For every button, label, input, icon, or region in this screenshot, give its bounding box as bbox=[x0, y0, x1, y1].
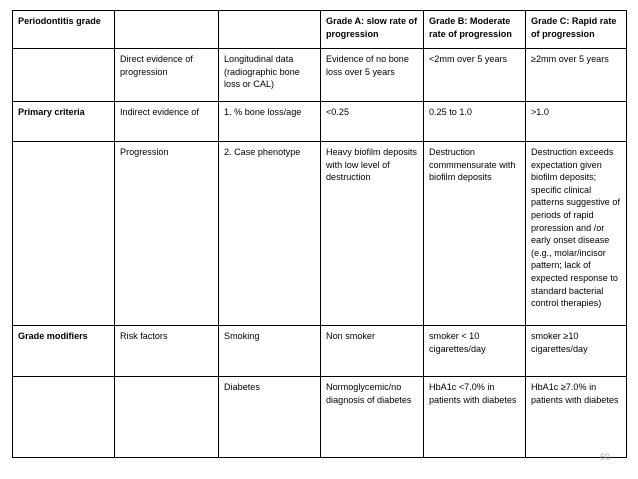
table-cell: <0.25 bbox=[321, 102, 424, 142]
header-cell: Grade A: slow rate of progression bbox=[321, 11, 424, 49]
table-cell: Direct evidence of progression bbox=[115, 49, 219, 102]
header-cell: Grade C: Rapid rate of progression bbox=[526, 11, 627, 49]
header-cell bbox=[219, 11, 321, 49]
table-row bbox=[13, 326, 627, 377]
table-cell bbox=[13, 49, 115, 102]
table-cell: smoker < 10 cigarettes/day bbox=[424, 326, 526, 377]
table-cell bbox=[13, 377, 115, 458]
periodontitis-grade-table bbox=[12, 10, 627, 458]
table-cell: Evidence of no bone loss over 5 years bbox=[321, 49, 424, 102]
table-cell bbox=[115, 377, 219, 458]
table-cell: 1. % bone loss/age bbox=[219, 102, 321, 142]
page-number: 60 bbox=[599, 452, 610, 462]
table-cell: Destruction exceeds expectation given biofilm deposits; specific clinical patterns suggestive of periods of rapid proression and /or early onset disease (e.g., molar/incisor pattern; lack of expected response to standard bacterial control therapies) bbox=[526, 142, 627, 326]
table-cell: Heavy biofilm deposits with low level of destruction bbox=[321, 142, 424, 326]
table-cell: 0.25 to 1.0 bbox=[424, 102, 526, 142]
header-cell bbox=[115, 11, 219, 49]
table-cell: Normoglycemic/no diagnosis of diabetes bbox=[321, 377, 424, 458]
table-cell: >1.0 bbox=[526, 102, 627, 142]
table-row bbox=[13, 102, 627, 142]
table-cell: HbA1c <7.0% in patients with diabetes bbox=[424, 377, 526, 458]
table-cell: 2. Case phenotype bbox=[219, 142, 321, 326]
header-cell: Grade B: Moderate rate of progression bbox=[424, 11, 526, 49]
table-cell: Smoking bbox=[219, 326, 321, 377]
header-cell: Periodontitis grade bbox=[13, 11, 115, 49]
table-cell: Grade modifiers bbox=[13, 326, 115, 377]
table-row bbox=[13, 142, 627, 326]
table-cell: Longitudinal data (radiographic bone loss or CAL) bbox=[219, 49, 321, 102]
table-cell: Progression bbox=[115, 142, 219, 326]
table-cell: Indirect evidence of bbox=[115, 102, 219, 142]
table-cell: Primary criteria bbox=[13, 102, 115, 142]
table-row bbox=[13, 49, 627, 102]
table-cell: Diabetes bbox=[219, 377, 321, 458]
table-cell: Non smoker bbox=[321, 326, 424, 377]
table-row bbox=[13, 377, 627, 458]
table-cell: <2mm over 5 years bbox=[424, 49, 526, 102]
table-cell: ≥2mm over 5 years bbox=[526, 49, 627, 102]
table-cell: smoker ≥10 cigarettes/day bbox=[526, 326, 627, 377]
table-cell: HbA1c ≥7.0% in patients with diabetes bbox=[526, 377, 627, 458]
slide-content bbox=[12, 10, 626, 458]
table-cell bbox=[13, 142, 115, 326]
table-cell: Risk factors bbox=[115, 326, 219, 377]
table-cell: Destruction commmensurate with biofilm deposits bbox=[424, 142, 526, 326]
table-header-row bbox=[13, 11, 627, 49]
